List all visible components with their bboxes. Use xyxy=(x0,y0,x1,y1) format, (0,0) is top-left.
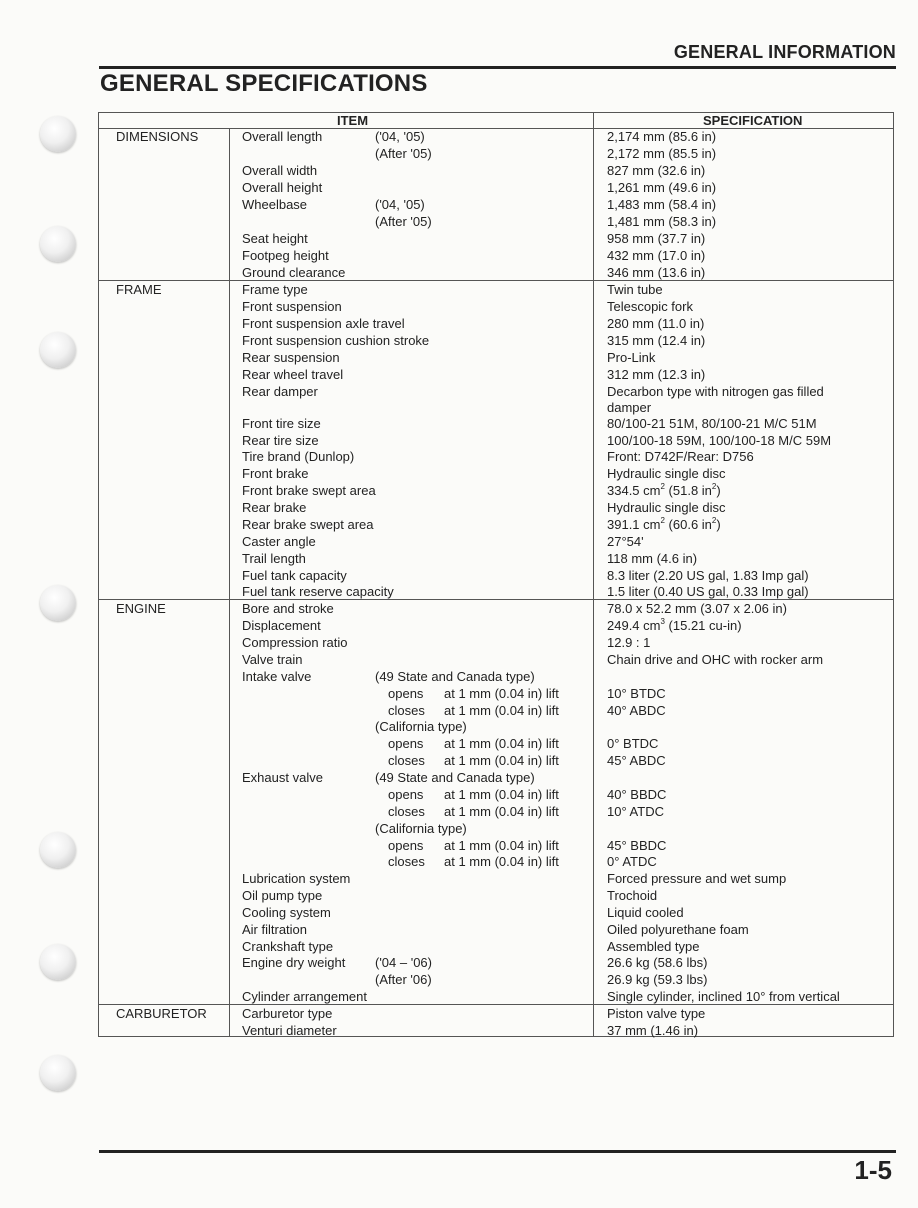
spec-value: 10° BTDC xyxy=(607,686,666,701)
spec-value: Oiled polyurethane foam xyxy=(607,922,749,937)
spec-value: Front: D742F/Rear: D756 xyxy=(607,449,754,464)
valve-event: opens xyxy=(388,787,424,802)
item-label: Fuel tank reserve capacity xyxy=(242,584,394,599)
item-label: Compression ratio xyxy=(242,635,348,650)
spec-value: 8.3 liter (2.20 US gal, 1.83 Imp gal) xyxy=(607,568,809,583)
valve-event: closes xyxy=(388,703,425,718)
item-label: Carburetor type xyxy=(242,1006,333,1021)
item-label: Valve train xyxy=(242,652,303,667)
item-label: Front brake swept area xyxy=(242,483,376,498)
model-year: ('04, '05) xyxy=(375,197,425,212)
item-label: Lubrication system xyxy=(242,871,351,886)
spec-value: Hydraulic single disc xyxy=(607,500,726,515)
valve-event: opens xyxy=(388,838,424,853)
page-title: GENERAL SPECIFICATIONS xyxy=(100,70,428,97)
lift-note: at 1 mm (0.04 in) lift xyxy=(444,787,559,802)
item-label: Front suspension cushion stroke xyxy=(242,333,430,348)
item-label: Front suspension axle travel xyxy=(242,316,405,331)
type-label: (49 State and Canada type) xyxy=(375,669,535,684)
binder-hole xyxy=(40,332,76,368)
group-divider xyxy=(99,280,893,281)
model-year: (After '05) xyxy=(375,214,432,229)
spec-value: 1,483 mm (58.4 in) xyxy=(607,197,717,212)
binder-hole xyxy=(40,585,76,621)
item-label: Cooling system xyxy=(242,905,331,920)
spec-value: 27°54' xyxy=(607,534,644,549)
spec-value: 26.6 kg (58.6 lbs) xyxy=(607,955,708,970)
spec-value: Telescopic fork xyxy=(607,299,693,314)
lift-note: at 1 mm (0.04 in) lift xyxy=(444,838,559,853)
item-label: Bore and stroke xyxy=(242,601,334,616)
valve-event: opens xyxy=(388,686,424,701)
spec-value: 118 mm (4.6 in) xyxy=(607,551,698,566)
item-label: Overall length xyxy=(242,129,323,144)
item-label: Footpeg height xyxy=(242,248,329,263)
type-label: (49 State and Canada type) xyxy=(375,770,535,785)
valve-event: opens xyxy=(388,736,424,751)
spec-value: 2,174 mm (85.6 in) xyxy=(607,129,717,144)
spec-value: damper xyxy=(607,400,652,415)
spec-value: 312 mm (12.3 in) xyxy=(607,367,706,382)
column-divider xyxy=(593,113,594,1036)
item-label: Front suspension xyxy=(242,299,342,314)
spec-value: 249.4 $cm^3$ (15.21 cu-in) xyxy=(607,617,742,633)
item-label: Wheelbase xyxy=(242,197,308,212)
valve-event: closes xyxy=(388,804,425,819)
spec-value: 45° ABDC xyxy=(607,753,666,768)
spec-value: 1.5 liter (0.40 US gal, 0.33 Imp gal) xyxy=(607,584,809,599)
page-number: 1-5 xyxy=(854,1155,892,1185)
item-label: Crankshaft type xyxy=(242,939,334,954)
spec-value: 958 mm (37.7 in) xyxy=(607,231,706,246)
item-label: Fuel tank capacity xyxy=(242,568,347,583)
spec-value: 280 mm (11.0 in) xyxy=(607,316,705,331)
spec-value: Trochoid xyxy=(607,888,658,903)
model-year: (After '06) xyxy=(375,972,432,987)
item-label: Frame type xyxy=(242,282,308,297)
spec-value: 12.9 : 1 xyxy=(607,635,651,650)
type-label: (California type) xyxy=(375,821,467,836)
item-label: Rear tire size xyxy=(242,433,319,448)
header-rule xyxy=(99,66,896,69)
item-label: Trail length xyxy=(242,551,306,566)
lift-note: at 1 mm (0.04 in) lift xyxy=(444,854,559,869)
item-label: Rear brake swept area xyxy=(242,517,374,532)
model-year: (After '05) xyxy=(375,146,432,161)
model-year: ('04, '05) xyxy=(375,129,425,144)
footer-rule xyxy=(99,1150,896,1153)
item-label: Overall height xyxy=(242,180,323,195)
lift-note: at 1 mm (0.04 in) lift xyxy=(444,703,559,718)
item-label: Caster angle xyxy=(242,534,316,549)
spec-value: 2,172 mm (85.5 in) xyxy=(607,146,717,161)
spec-value: 10° ATDC xyxy=(607,804,664,819)
spec-value: Liquid cooled xyxy=(607,905,684,920)
spec-column-header: SPECIFICATION xyxy=(703,113,803,128)
binder-hole xyxy=(40,116,76,152)
spec-value: 100/100-18 59M, 100/100-18 M/C 59M xyxy=(607,433,832,448)
binder-hole xyxy=(40,944,76,980)
item-label: Seat height xyxy=(242,231,308,246)
spec-value: 346 mm (13.6 in) xyxy=(607,265,706,280)
item-label: Overall width xyxy=(242,163,318,178)
group-label: CARBURETOR xyxy=(116,1006,207,1021)
spec-value: Twin tube xyxy=(607,282,663,297)
spec-value: 432 mm (17.0 in) xyxy=(607,248,706,263)
binder-hole xyxy=(40,226,76,262)
spec-value: 40° BBDC xyxy=(607,787,667,802)
spec-value: 37 mm (1.46 in) xyxy=(607,1023,699,1038)
spec-value: 26.9 kg (59.3 lbs) xyxy=(607,972,708,987)
model-year: ('04 – '06) xyxy=(375,955,432,970)
binder-hole xyxy=(40,832,76,868)
item-label: Air filtration xyxy=(242,922,308,937)
spec-value: 827 mm (32.6 in) xyxy=(607,163,706,178)
type-label: (California type) xyxy=(375,719,467,734)
item-label: Venturi diameter xyxy=(242,1023,337,1038)
spec-value: Pro-Link xyxy=(607,350,656,365)
spec-value: Piston valve type xyxy=(607,1006,706,1021)
spec-value: 1,261 mm (49.6 in) xyxy=(607,180,717,195)
item-label: Front brake xyxy=(242,466,309,481)
item-label: Exhaust valve xyxy=(242,770,323,785)
item-label: Tire brand (Dunlop) xyxy=(242,449,355,464)
item-label: Front tire size xyxy=(242,416,321,431)
item-label: Cylinder arrangement xyxy=(242,989,368,1004)
item-label: Displacement xyxy=(242,618,321,633)
spec-value: 45° BBDC xyxy=(607,838,667,853)
specifications-table xyxy=(98,112,894,1037)
column-divider xyxy=(229,129,230,1036)
item-label: Ground clearance xyxy=(242,265,346,280)
spec-value: 78.0 x 52.2 mm (3.07 x 2.06 in) xyxy=(607,601,787,616)
section-header: GENERAL INFORMATION xyxy=(673,42,896,62)
spec-value: Forced pressure and wet sump xyxy=(607,871,787,886)
lift-note: at 1 mm (0.04 in) lift xyxy=(444,736,559,751)
spec-value: Assembled type xyxy=(607,939,700,954)
spec-value: 40° ABDC xyxy=(607,703,666,718)
spec-value: 334.5 $cm^2$ (51.8 $in^2$) xyxy=(607,482,721,498)
spec-value: Chain drive and OHC with rocker arm xyxy=(607,652,824,667)
spec-value: 1,481 mm (58.3 in) xyxy=(607,214,717,229)
item-column-header: ITEM xyxy=(337,113,369,128)
item-label: Engine dry weight xyxy=(242,955,346,970)
spec-value: 315 mm (12.4 in) xyxy=(607,333,706,348)
lift-note: at 1 mm (0.04 in) lift xyxy=(444,804,559,819)
spec-value: 391.1 $cm^2$ (60.6 $in^2$) xyxy=(607,516,721,532)
item-label: Rear damper xyxy=(242,384,318,399)
item-label: Rear suspension xyxy=(242,350,340,365)
valve-event: closes xyxy=(388,854,425,869)
item-label: Rear brake xyxy=(242,500,307,515)
spec-value: Single cylinder, inclined 10° from vertical xyxy=(607,989,840,1004)
spec-value: Hydraulic single disc xyxy=(607,466,726,481)
item-label: Oil pump type xyxy=(242,888,323,903)
spec-value: 0° ATDC xyxy=(607,854,657,869)
lift-note: at 1 mm (0.04 in) lift xyxy=(444,753,559,768)
header-divider xyxy=(99,128,893,129)
binder-hole xyxy=(40,1055,76,1091)
group-label: FRAME xyxy=(116,282,162,297)
spec-value: 0° BTDC xyxy=(607,736,659,751)
valve-event: closes xyxy=(388,753,425,768)
group-label: DIMENSIONS xyxy=(116,129,199,144)
spec-value: Decarbon type with nitrogen gas filled xyxy=(607,384,824,399)
lift-note: at 1 mm (0.04 in) lift xyxy=(444,686,559,701)
item-label: Intake valve xyxy=(242,669,312,684)
spec-value: 80/100-21 51M, 80/100-21 M/C 51M xyxy=(607,416,817,431)
group-label: ENGINE xyxy=(116,601,166,616)
item-label: Rear wheel travel xyxy=(242,367,344,382)
